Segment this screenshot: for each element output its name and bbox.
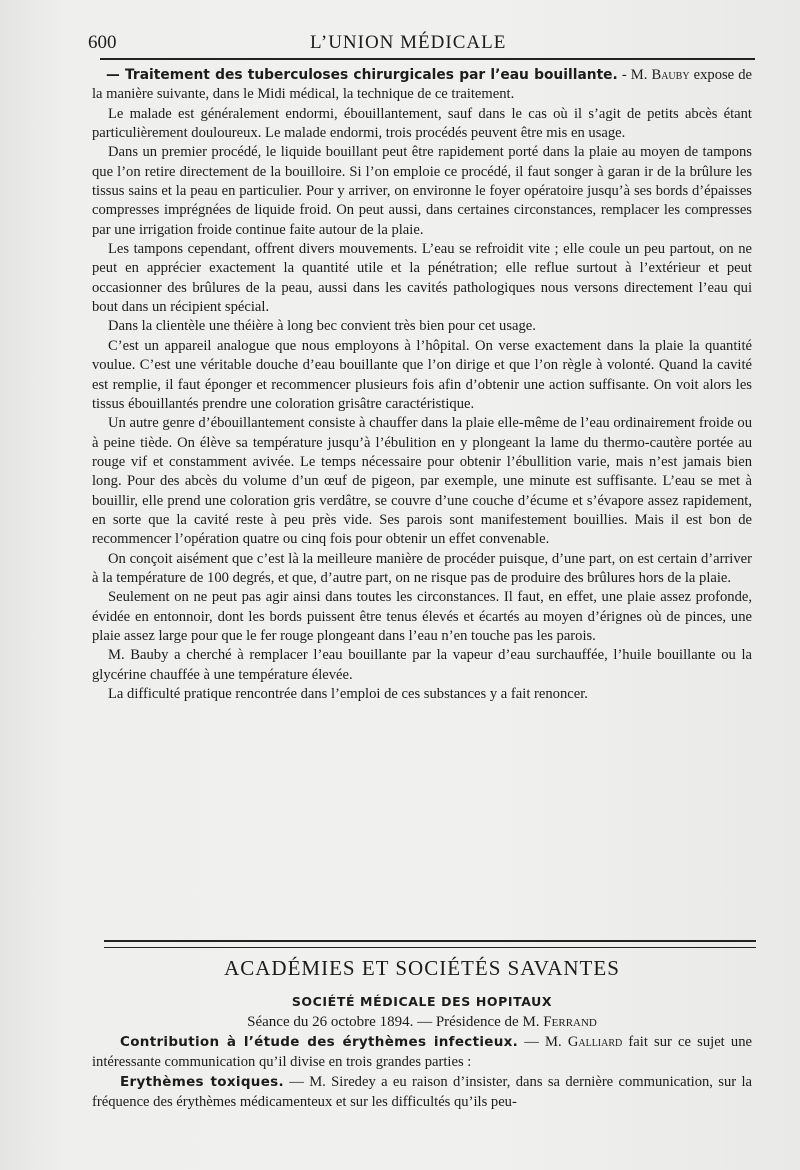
paragraph: Seulement on ne peut pas agir ainsi dans toutes les circonstances. Il faut, en effet, une plaie assez profonde, évidée en entonnoir, dont les bords puissent être tenus élevés et écartés au moyen d’érignes où de pinces, une plaie assez large pour que le fer rouge plongeant dans l’eau n’en touche pas les parois. xyxy=(92,589,752,644)
paragraph: C’est un appareil analogue que nous employons à l’hôpital. On verse exactement dans la plaie la quantité voulue. C’est une véritable douche d’eau bouillante que l’on dirige et que l’on règle à volonté. Quand la cavité est remplie, il faut éponger et recommencer plusieurs fois afin d’obtenir une action suffisante. On voit alors les tissus ébouillantés prendre une coloration grisâtre caractéristique. xyxy=(92,337,752,412)
toxic-erythema-paragraph xyxy=(92,1072,752,1112)
contribution-paragraph xyxy=(92,1032,752,1072)
article-author: - M. Bauby xyxy=(621,67,690,83)
session-line xyxy=(92,1012,752,1032)
contribution-author: — M. Galliard xyxy=(524,1034,623,1050)
section-divider xyxy=(104,940,756,948)
society-report xyxy=(92,992,752,1112)
toxic-erythema-text: — M. Siredey a eu raison d’insister, dans sa dernière communication, sur la fréquence des érythèmes médicamenteux et sur les difficultés qu’ils peu- xyxy=(92,1074,752,1110)
paragraph: Dans un premier procédé, le liquide bouillant peut être rapidement porté dans la plaie au moyen de tampons que l’on retire directement de la bouilloire. Si l’on emploie ce procédé, il faut songer à garan ir de la brûlure les tissus sains et la peau en particulier. Pour y arriver, on environne le foyer opératoire jusqu’à ses bords d’épaisses compresses imprégnées de liquide froid. On peut aussi, dans certaines circonstances, remplacer les compresses par une irrigation froide continue faite autour de la plaie. xyxy=(92,144,752,238)
toxic-erythema-title: Erythèmes toxiques. xyxy=(120,1074,284,1090)
article-title: — Traitement des tuberculoses chirurgicales par l’eau bouillante. xyxy=(106,67,618,83)
paragraph: Un autre genre d’ébouillantement consiste à chauffer dans la plaie elle-même de l’eau ordinairement froide ou à peine tiède. On élève sa température jusqu’à l’ébulition en y plongeant la lame du thermo-cautère portée au rouge vif et constamment avivée. Le temps nécessaire pour obtenir l’ébullition varie, mais n’est jamais bien long. Pour des abcès du volume d’un œuf de pigeon, par exemple, une minute est suffisante. L’eau se met à bouillir, elle prend une coloration gris verdâtre, se couvre d’une couche d’écume et s’évapore assez rapidement, en sorte que la cavité reste à peu près vide. Ses parois sont manifestement bouillies. Mais il est bon de recommencer l’opération quatre ou cinq fois pour obtenir un effet convenable. xyxy=(92,415,752,548)
page-header xyxy=(88,30,748,56)
session-president: Ferrand xyxy=(543,1014,597,1030)
session-date: Séance du 26 octobre 1894. — Présidence de M. xyxy=(247,1014,540,1030)
article-intro xyxy=(92,66,752,105)
society-name: SOCIÉTÉ MÉDICALE DES HOPITAUX xyxy=(291,994,553,1009)
article-intro-text: expose de la manière suivante, dans le Midi médical, la technique de ce traitement. xyxy=(92,67,752,103)
journal-title: L’UNION MÉDICALE xyxy=(310,32,507,53)
paragraph: La difficulté pratique rencontrée dans l’emploi de ces substances y a fait renoncer. xyxy=(108,686,588,702)
paragraph: Les tampons cependant, offrent divers mouvements. L’eau se refroidit vite ; elle coule un peu partout, on ne peut en apprécier exactement la quantité utile et la pénétration; elle reflue surtout à l’extérieur et peut occasionner des brûlures de la peau, aussi dans les cavités pathologiques nous versons directement l’eau qui bout dans un récipient spécial. xyxy=(92,241,752,316)
paragraph: Dans la clientèle une théière à long bec convient très bien pour cet usage. xyxy=(108,318,536,335)
contribution-text: fait sur ce sujet une intéressante communication qu’il divise en trois grandes parties : xyxy=(92,1034,752,1070)
section-heading: ACADÉMIES ET SOCIÉTÉS SAVANTES xyxy=(224,956,620,980)
paragraph: Le malade est généralement endormi, ébouillantement, sauf dans le cas où il s’agit de petits abcès étant particulièrement douloureux. Le malade endormi, trois procédés peuvent être mis en usage. xyxy=(92,105,752,142)
header-rule xyxy=(100,58,755,60)
page-number: 600 xyxy=(88,32,117,53)
article-body xyxy=(92,66,752,704)
contribution-title: Contribution à l’étude des érythèmes infectieux. xyxy=(120,1034,519,1050)
paragraph: On conçoit aisément que c’est là la meilleure manière de procéder puisque, d’une part, on est certain d’arriver à la température de 100 degrés, et que, d’autre part, on ne risque pas de produire des brûlures hors de la plaie. xyxy=(92,550,752,586)
paragraph: M. Bauby a cherché à remplacer l’eau bouillante par la vapeur d’eau surchauffée, l’huile bouillante ou la glycérine chauffée à une température élevée. xyxy=(92,647,752,683)
